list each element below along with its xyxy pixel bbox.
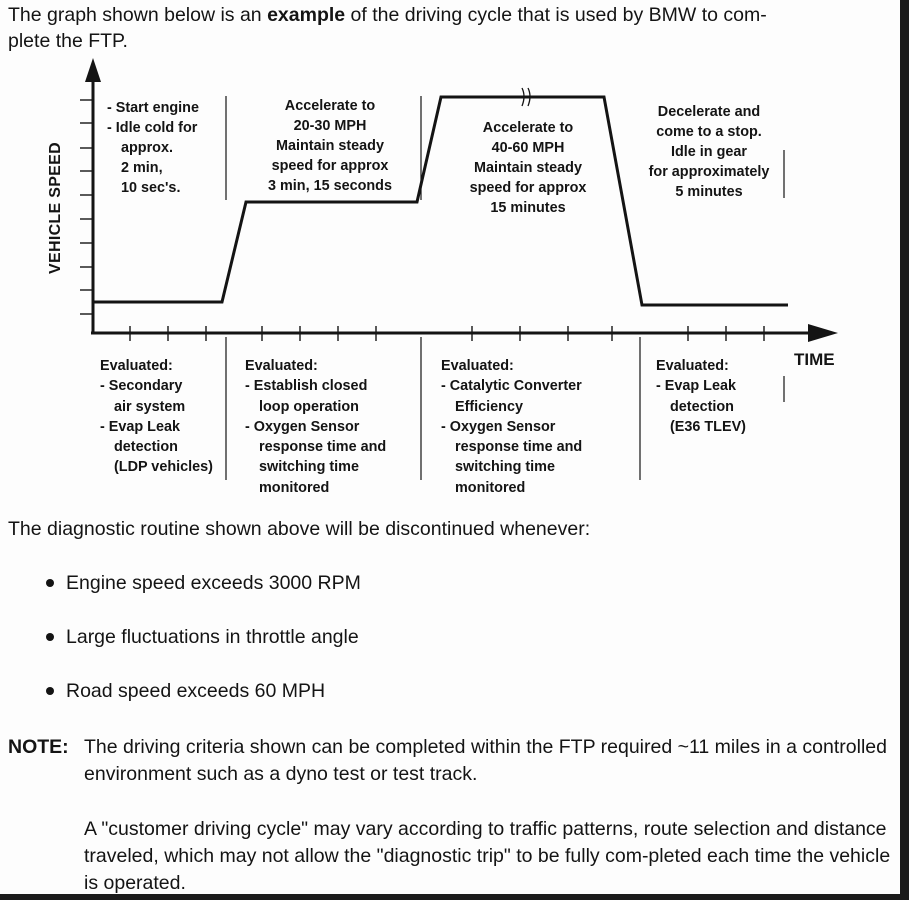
phase-1-line: approx. xyxy=(121,140,173,156)
bullet-icon xyxy=(46,687,54,695)
phase-3-line: Maintain steady xyxy=(474,160,582,176)
phase-3-line: Accelerate to xyxy=(482,120,574,136)
discontinued-intro: The diagnostic routine shown above will be discontinued whenever: xyxy=(8,518,591,540)
evaluation-phase-1 xyxy=(100,356,213,478)
phase-1-description xyxy=(107,98,199,198)
phase-2-line: 3 min, 15 seconds xyxy=(268,178,392,194)
phase-3-line: 40-60 MPH xyxy=(491,140,565,156)
y-ticks xyxy=(80,100,93,314)
bullet-icon xyxy=(46,633,54,641)
evaluation-heading: Evaluated: xyxy=(100,358,173,374)
evaluation-line: monitored xyxy=(455,479,526,496)
list-item xyxy=(46,678,361,732)
evaluation-line: Efficiency xyxy=(455,398,523,415)
note-text-customer-cycle: A "customer driving cycle" may vary according to traffic patterns, route selection and distance traveled, which may not allow the "diagnostic trip" to be fully com-pleted each time the vehicle is operated. xyxy=(84,818,891,894)
evaluation-line: detection xyxy=(114,439,178,456)
phase-4-line: for approximately xyxy=(648,164,770,180)
phase-4-line: 5 minutes xyxy=(675,184,743,200)
phase-4-line: come to a stop. xyxy=(656,124,762,140)
evaluation-line: detection xyxy=(670,398,734,415)
evaluation-line: - Evap Leak xyxy=(656,378,736,395)
evaluation-line: - Secondary xyxy=(100,378,183,395)
list-item xyxy=(46,624,361,678)
y-axis-label: VEHICLE SPEED xyxy=(47,142,64,274)
x-axis-label: TIME xyxy=(794,350,835,369)
evaluation-phase-3 xyxy=(441,356,582,498)
evaluation-line: switching time xyxy=(259,459,359,476)
evaluation-heading: Evaluated: xyxy=(656,358,729,374)
phase-3-line: 15 minutes xyxy=(490,200,566,216)
phase-2-line: speed for approx xyxy=(271,158,389,174)
phase-4-line: Decelerate and xyxy=(657,104,761,120)
phase-4-description xyxy=(628,102,790,202)
condition-text: Road speed exceeds 60 MPH xyxy=(66,680,326,702)
x-axis-arrowhead xyxy=(808,324,838,342)
evaluation-line: - Catalytic Converter xyxy=(441,378,582,395)
condition-text: Large fluctuations in throttle angle xyxy=(66,626,359,648)
phase-1-line: - Start engine xyxy=(107,100,199,116)
evaluation-line: - Establish closed xyxy=(245,378,368,395)
evaluation-line: - Evap Leak xyxy=(100,418,180,435)
evaluation-line: (LDP vehicles) xyxy=(114,459,213,476)
evaluation-line: switching time xyxy=(455,459,555,476)
evaluation-heading: Evaluated: xyxy=(441,358,514,374)
intro-text-before: The graph shown below is an xyxy=(8,4,268,26)
evaluation-phase-4 xyxy=(656,356,746,437)
evaluation-line: monitored xyxy=(259,479,330,496)
note-text: The driving criteria shown can be completed within the FTP required ~11 miles in a controlled environment such as a dyno test or test track. xyxy=(84,736,887,785)
evaluation-line: response time and xyxy=(259,439,387,456)
phase-2-line: Accelerate to xyxy=(284,98,376,114)
discontinue-conditions-list xyxy=(46,570,361,732)
evaluation-phase-2 xyxy=(245,356,386,498)
y-axis-arrowhead xyxy=(85,58,101,82)
evaluation-line: loop operation xyxy=(259,398,359,415)
evaluation-line: air system xyxy=(114,398,186,415)
condition-text: Engine speed exceeds 3000 RPM xyxy=(66,572,361,594)
phase-3-description xyxy=(446,118,610,218)
phase-1-line: 2 min, xyxy=(121,160,163,176)
evaluation-line: - Oxygen Sensor xyxy=(441,418,556,435)
phase-2-line: 20-30 MPH xyxy=(293,118,367,134)
phase-3-line: speed for approx xyxy=(469,180,587,196)
intro-emphasis: example xyxy=(267,4,346,26)
evaluation-heading: Evaluated: xyxy=(245,358,318,374)
evaluation-line: - Oxygen Sensor xyxy=(245,418,360,435)
phase-2-line: Maintain steady xyxy=(276,138,384,154)
phase-1-line: 10 sec's. xyxy=(121,180,181,196)
phase-1-line: - Idle cold for xyxy=(107,120,198,136)
evaluation-line: (E36 TLEV) xyxy=(670,418,746,435)
note-label: NOTE: xyxy=(8,736,69,758)
intro-text-line2: plete the FTP. xyxy=(8,30,128,52)
bullet-icon xyxy=(46,579,54,587)
intro-text-after: of the driving cycle that is used by BMW to com- xyxy=(345,4,767,26)
phase-2-description xyxy=(248,96,412,196)
list-item xyxy=(46,570,361,624)
evaluation-line: response time and xyxy=(455,439,583,456)
phase-4-line: Idle in gear xyxy=(671,144,747,160)
